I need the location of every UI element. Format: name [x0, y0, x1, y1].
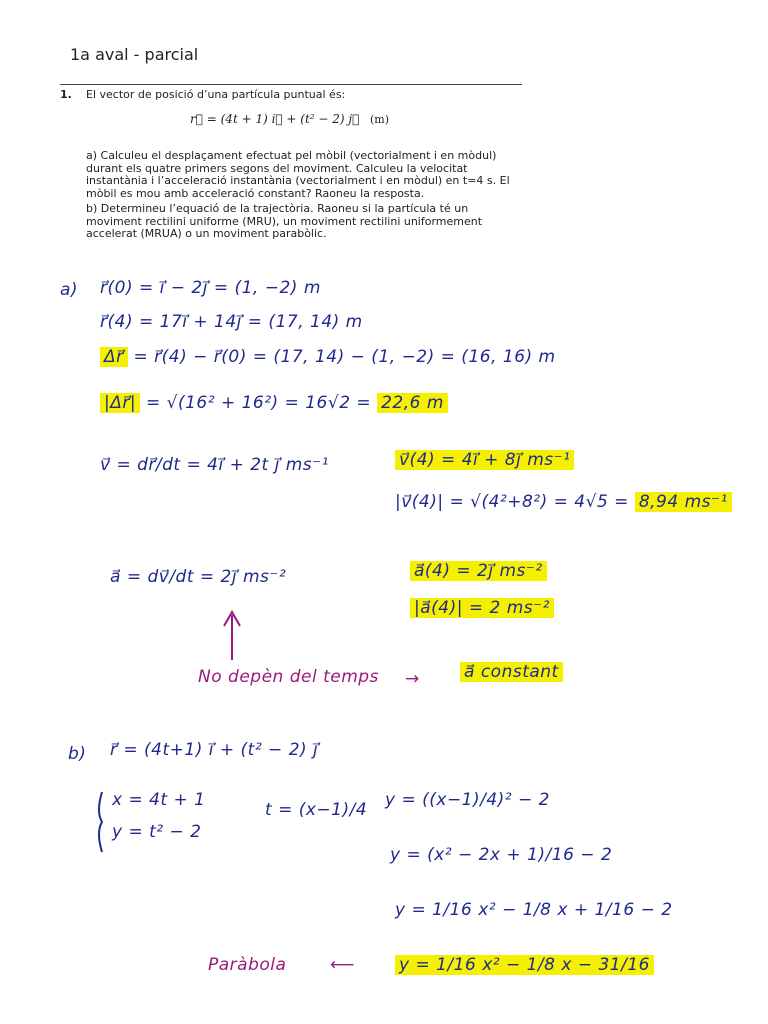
displacement-label: Δr⃗ [100, 347, 128, 367]
page-title: 1a aval - parcial [70, 45, 199, 64]
note-arrow: → [405, 669, 420, 689]
parabola-conclusion: Paràbola [208, 955, 287, 975]
system-brace [99, 792, 102, 852]
position-restated: r⃗ = (4t+1) i⃗ + (t² − 2) j⃗ [110, 740, 319, 760]
y-step-2: y = (x² − 2x + 1)/16 − 2 [390, 845, 613, 865]
velocity-at-4-value: v⃗(4) = 4i⃗ + 8j⃗ ms⁻¹ [395, 450, 574, 470]
velocity-expression: v⃗ = dr⃗/dt = 4i⃗ + 2t j⃗ ms⁻¹ [100, 455, 329, 475]
parabola-arrow: ⟵ [330, 955, 355, 975]
y-step-3: y = 1/16 x² − 1/8 x + 1/16 − 2 [395, 900, 673, 920]
velocity-modulus-rest: |v⃗(4)| = √(4²+8²) = 4√5 = [395, 492, 629, 512]
problem-statement: El vector de posició d’una partícula puntual és: [86, 88, 346, 101]
acceleration-at-4-value: a⃗(4) = 2j⃗ ms⁻² [410, 561, 547, 581]
acceleration-expression: a⃗ = dv⃗/dt = 2j⃗ ms⁻² [110, 567, 287, 587]
trajectory-equation-value: y = 1/16 x² − 1/8 x − 31/16 [395, 955, 654, 975]
velocity-modulus-result: 8,94 ms⁻¹ [635, 492, 732, 512]
trajectory-equation [395, 955, 654, 975]
acceleration-modulus-value: |a⃗(4)| = 2 ms⁻² [410, 598, 554, 618]
r0-line: r⃗(0) = i⃗ − 2j⃗ = (1, −2) m [100, 278, 321, 298]
displacement-modulus-label: |Δr⃗| [100, 393, 140, 413]
system-x: x = 4t + 1 [112, 790, 206, 810]
displacement-modulus-result: 22,6 m [377, 393, 448, 413]
solution-b-label: b) [68, 744, 87, 764]
displacement-rest: = r⃗(4) − r⃗(0) = (17, 14) − (1, −2) = (16, 16) m [133, 347, 556, 367]
position-formula: r⃗ = (4t + 1) i⃗ + (t² − 2) j⃗ [190, 112, 360, 126]
t-expression: t = (x−1)/4 [265, 800, 368, 820]
part-b-text: b) Determineu l’equació de la trajectòria. Raoneu si la partícula té un moviment rectilini uniforme (MRU), un moviment rectilini uniformement accelerat (MRUA) o un moviment parabòlic. [86, 202, 483, 240]
solution-a-label: a) [60, 280, 79, 300]
system-y: y = t² − 2 [112, 822, 202, 842]
formula-unit: (m) [370, 113, 390, 126]
constant-acceleration [460, 662, 563, 682]
part-a-text: a) Calculeu el desplaçament efectuat pel mòbil (vectorialment i en mòdul) durant els quatre primers segons del moviment. Calculeu la velocitat instantània i l’acceleració instantània (vectorialment i en mòdul) en t=4 s. El mòbil es mou amb acceleració constant? Raoneu la resposta. [86, 149, 510, 200]
r4-line: r⃗(4) = 17i⃗ + 14j⃗ = (17, 14) m [100, 312, 363, 332]
displacement-modulus-rest: = √(16² + 16²) = 16√2 = [145, 393, 372, 413]
time-independence-note: No depèn del temps [198, 667, 379, 687]
y-step-1: y = ((x−1)/4)² − 2 [385, 790, 550, 810]
constant-acceleration-value: a⃗ constant [460, 662, 563, 682]
problem-number: 1. [60, 88, 72, 101]
